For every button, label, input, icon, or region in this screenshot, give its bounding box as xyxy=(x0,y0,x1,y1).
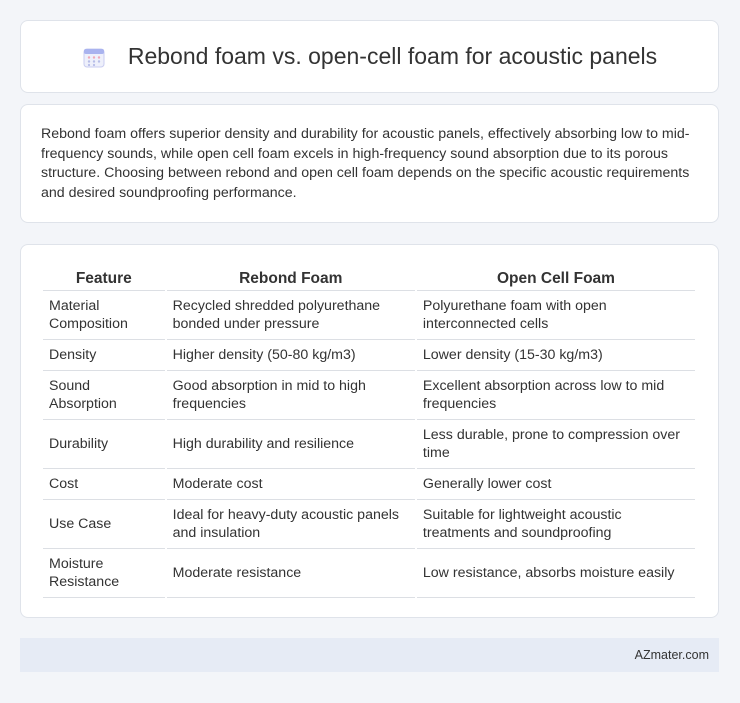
open-cell-cell: Less durable, prone to compression over time xyxy=(417,420,695,469)
comparison-table-card xyxy=(20,244,719,618)
rebond-cell: High durability and resilience xyxy=(167,420,415,469)
open-cell-cell: Lower density (15-30 kg/m3) xyxy=(417,340,695,371)
table-row xyxy=(43,420,695,469)
rebond-cell: Good absorption in mid to high frequencies xyxy=(167,371,415,420)
column-header-rebond: Rebond Foam xyxy=(167,265,415,291)
title-card xyxy=(20,20,719,93)
page-title: Rebond foam vs. open-cell foam for acoustic panels xyxy=(127,43,658,69)
rebond-cell: Ideal for heavy-duty acoustic panels and insulation xyxy=(167,500,415,549)
calendar-icon xyxy=(82,45,106,69)
table-row xyxy=(43,469,695,500)
feature-cell: Material Composition xyxy=(43,291,165,340)
column-header-feature: Feature xyxy=(43,265,165,291)
feature-cell: Durability xyxy=(43,420,165,469)
open-cell-cell: Low resistance, absorbs moisture easily xyxy=(417,549,695,598)
comparison-table xyxy=(41,265,697,598)
rebond-cell: Moderate resistance xyxy=(167,549,415,598)
feature-cell: Use Case xyxy=(43,500,165,549)
feature-cell: Cost xyxy=(43,469,165,500)
table-row xyxy=(43,291,695,340)
table-header-row xyxy=(43,265,695,291)
open-cell-cell: Suitable for lightweight acoustic treatments and soundproofing xyxy=(417,500,695,549)
table-row xyxy=(43,340,695,371)
rebond-cell: Moderate cost xyxy=(167,469,415,500)
column-header-open-cell: Open Cell Foam xyxy=(417,265,695,291)
open-cell-cell: Excellent absorption across low to mid frequencies xyxy=(417,371,695,420)
rebond-cell: Recycled shredded polyurethane bonded under pressure xyxy=(167,291,415,340)
table-row xyxy=(43,549,695,598)
rebond-cell: Higher density (50-80 kg/m3) xyxy=(167,340,415,371)
summary-text: Rebond foam offers superior density and durability for acoustic panels, effectively absorbing low to mid-frequency sounds, while open cell foam excels in high-frequency sound absorption due to its porous structure. Choosing between rebond and open cell foam depends on the specific acoustic requirements and desired soundproofing performance. xyxy=(41,126,690,201)
summary-card xyxy=(20,104,719,223)
footer-brand: AZmater.com xyxy=(634,648,709,662)
footer xyxy=(20,638,719,672)
feature-cell: Moisture Resistance xyxy=(43,549,165,598)
table-row xyxy=(43,371,695,420)
feature-cell: Density xyxy=(43,340,165,371)
open-cell-cell: Generally lower cost xyxy=(417,469,695,500)
open-cell-cell: Polyurethane foam with open interconnected cells xyxy=(417,291,695,340)
table-row xyxy=(43,500,695,549)
feature-cell: Sound Absorption xyxy=(43,371,165,420)
